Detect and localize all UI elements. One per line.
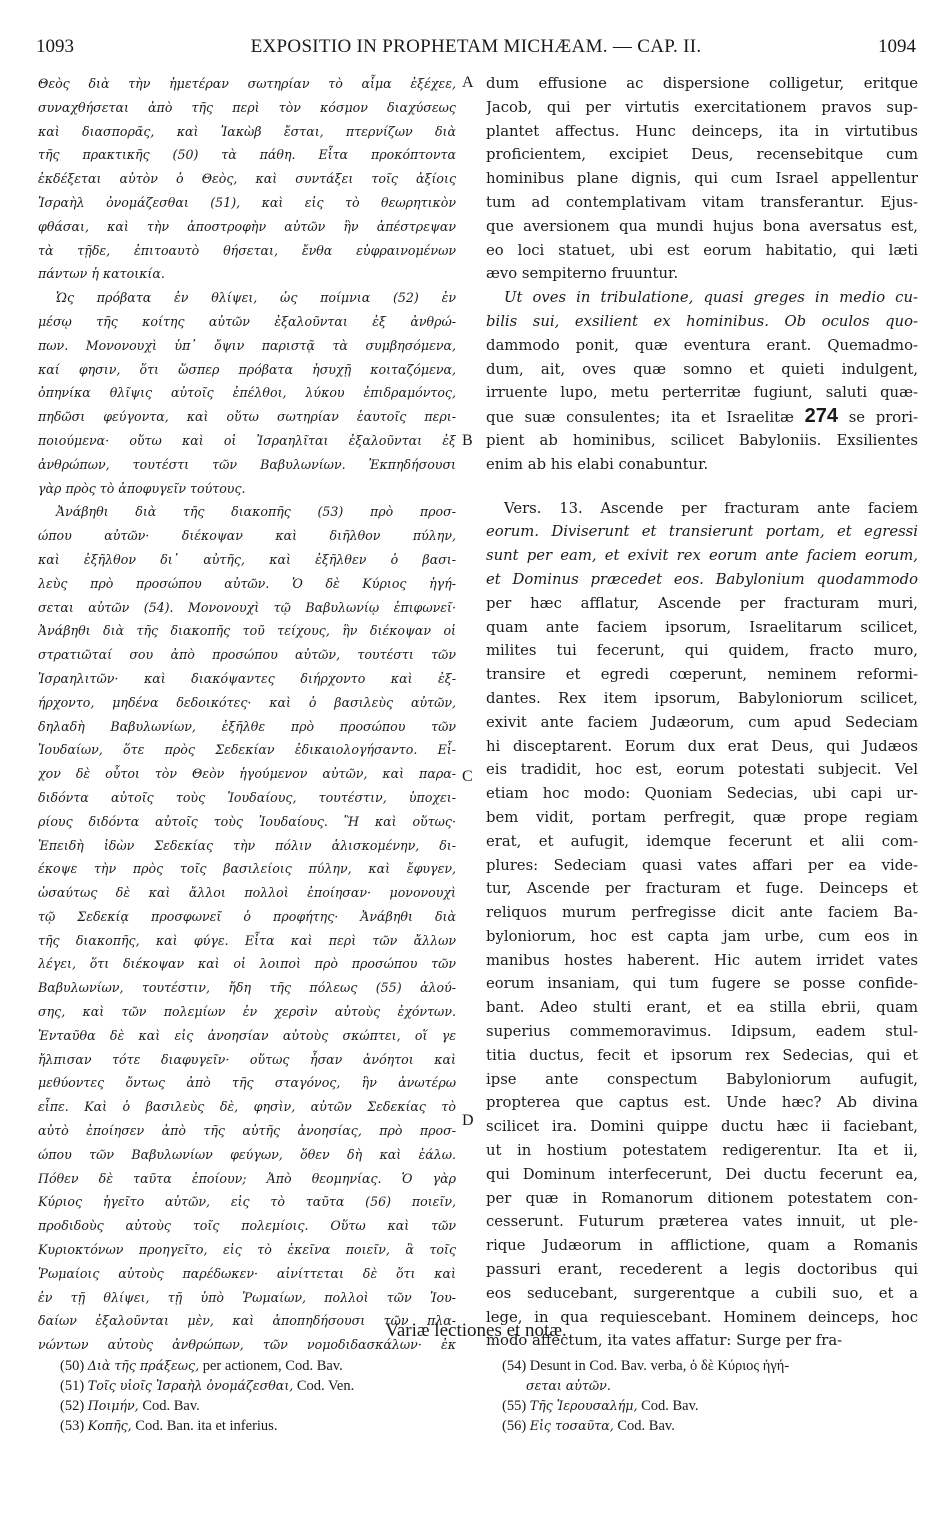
latin-text-line: etiam hoc modo: Quoniam Sedecias, ubi capi ur-	[486, 785, 918, 803]
footnote-item	[502, 1356, 922, 1376]
greek-text-line: ἐκδέξεται αὐτὸν ὁ Θεὸς, καὶ συντάξει τοῖς ἀξίοις	[38, 171, 456, 187]
notes-right-column	[502, 1356, 922, 1436]
latin-text-line: plantet affectus. Hunc deinceps, ita in virtutibus	[486, 122, 918, 140]
footnote-text: Cod. Bav.	[138, 1398, 200, 1414]
latin-text-line: hi disceptarent. Eorum dux erat Deus, qui Judæos	[486, 737, 918, 755]
greek-text-line: Ἰσραηλιτῶν· καὶ διακόψαντες διήρχοντο καὶ ἐξ-	[38, 670, 456, 686]
latin-text-line: bilis sui, exsilient ex hominibus. Ob oculos quo-	[486, 312, 918, 330]
greek-text-line: ώπου τῶν Βαβυλωνίων φεύγων, ὅθεν δὴ καὶ ἑάλω.	[38, 1146, 456, 1162]
footnote-text: Cod. Bav.	[637, 1398, 699, 1414]
footnote-number: (55)	[502, 1398, 530, 1414]
greek-text-line: ποιούμενα· οὕτω καὶ οἱ Ἰσραηλῖται ἐξαλοῦνται ἐξ	[38, 432, 456, 448]
latin-text-line: byloniorum, hoc est capta jam urbe, cum eos in	[486, 927, 918, 945]
latin-text-line: modo affectum, ita vates affatur: Surge per fra-	[486, 1332, 843, 1350]
footnote-item	[60, 1376, 480, 1396]
footnote-item	[60, 1356, 480, 1376]
greek-text-line: σης, καὶ τῶν πολεμίων ἐν χερσὶν αὐτοὺς ἐχόντων.	[38, 1004, 456, 1020]
greek-text-line: καὶ ἐξῆλθον δι᾽ αὐτῆς, καὶ ἐξῆλθεν ὁ βασι-	[38, 551, 456, 567]
notes-title: Variæ lectiones et notæ.	[385, 1320, 567, 1341]
latin-text-line: per hæc afflatur, Ascende per fracturam muri,	[486, 594, 918, 612]
greek-text-line: Ἀνάβηθι διὰ τῆς διακοπῆς (53) πρὸ προσ-	[56, 504, 456, 520]
greek-text-line: συναχθήσεται ἀπὸ τῆς περὶ τὸν κόσμον διαχύσεως	[38, 99, 456, 115]
greek-text-line: Θεὸς διὰ τὴν ἡμετέραν σωτηρίαν τὸ αἷμα ἐξέχεε,	[38, 76, 456, 91]
latin-text-line	[486, 405, 918, 429]
greek-text-line: καί φησιν, ὅτι ὥσπερ πρόβατα ἡσυχῇ κοιταζόμενα,	[38, 361, 456, 377]
page-header	[36, 36, 916, 62]
section-gap	[486, 477, 918, 497]
footnote-number: (50)	[60, 1358, 88, 1374]
page-number-right: 1094	[878, 36, 916, 57]
latin-text-line: rique Judæorum in afflictione, quam a Romanis	[486, 1237, 918, 1255]
latin-text-line: reliquos murum perfregisse dicit ante faciem Ba-	[486, 904, 918, 922]
latin-text-line: irruente lupo, metu perterritæ fugiunt, saluti quæ-	[486, 384, 918, 402]
greek-text-line: σεται αὐτῶν (54). Μονονουχὶ τῷ Βαβυλωνίῳ ἐπιφωνεῖ·	[38, 599, 456, 615]
latin-text-line: dammodo ponit, quæ eventura erant. Quemadmo-	[486, 336, 918, 354]
greek-text-line: ἀνθρώπων, τουτέστι τῶν Βαβυλωνίων. Ἐκπηδήσουσι	[38, 456, 456, 472]
latin-text-line: milites tui fecerunt, qui quidem, fracto muro,	[486, 642, 918, 660]
greek-text-line: ἐν τῇ θλίψει, τῇ ὑπὸ Ῥωμαίων, πολλοὶ τῶν Ἰου-	[38, 1289, 456, 1305]
greek-text-line: Ὡς πρόβατα ἐν θλίψει, ὡς ποίμνια (52) ἐν	[56, 290, 456, 306]
greek-text-line: διδόντα αὐτοῖς τοὺς Ἰουδαίους, τουτέστιν, ὑποχει-	[38, 789, 456, 805]
margin-marker-d: D	[462, 1112, 474, 1129]
greek-text-line: προδιδοὺς αὐτοὺς τοῖς πολεμίοις. Οὕτω καὶ τῶν	[38, 1218, 456, 1234]
latin-text-line: exivit ante faciem Judæorum, cum apud Sedeciam	[486, 713, 918, 731]
latin-text-line: lege, in qua requiescebant. Hominem deinceps, hoc	[486, 1308, 918, 1326]
greek-text-line: Βαβυλωνίων, τουτέστιν, ἤδη τῆς πόλεως (55) ἁλού-	[38, 980, 456, 996]
latin-text-line: quam ante faciem ipsorum, Israelitarum scilicet,	[486, 618, 918, 636]
margin-marker-b: B	[462, 432, 473, 449]
greek-text-line: δηλαδὴ Βαβυλωνίων, ἐξῆλθε πρὸ προσώπου τῶν	[38, 718, 456, 734]
notes-left-column	[60, 1356, 480, 1436]
greek-text-line: χον δὲ οὗτοι τὸν Θεὸν ἡγούμενον αὐτῶν, καὶ παρα-	[38, 766, 456, 782]
latin-text-line: proficientem, excipiet Deus, recensebitque cum	[486, 146, 918, 164]
latin-text-line: pient ab hominibus, scilicet Babyloniis. Exsilientes	[486, 431, 918, 449]
footnote-text: per actionem, Cod. Bav.	[199, 1358, 343, 1374]
latin-text-line: enim ab his elabi conabuntur.	[486, 455, 709, 473]
latin-text-line: eo loci statuet, ubi est eorum habitatio, qui læti	[486, 241, 918, 259]
footnote-item	[60, 1396, 480, 1416]
greek-text-line: Ἰσραὴλ ὀνομάζεσθαι (51), καὶ εἰς τὸ θεωρητικὸν	[38, 194, 456, 210]
latin-text-line: eorum. Diviserunt et transierunt portam, et egressi	[486, 523, 918, 541]
latin-text-line: eis tradidit, hoc est, eorum potestati subjecit. Vel	[486, 761, 918, 779]
latin-text-line: eos seducebant, surgerentque a cubili suo, et a	[486, 1284, 918, 1302]
latin-text-line: scilicet ira. Domini quippe ductu hæc ii faciebant,	[486, 1118, 918, 1136]
greek-text-line: τὰ τῇδε, ἐπιτοαυτὸ θήσεται, ἔνθα εὐφραινομένων	[38, 242, 456, 258]
footnote-greek: Τοῖς υἱοῖς Ἰσραὴλ ὀνομάζεσθαι,	[87, 1378, 294, 1393]
greek-text-line: πων. Μονονουχὶ ὑπ᾽ ὄψιν παριστᾷ τὰ συμβησόμενα,	[38, 337, 456, 353]
greek-text-line: Κύριος ἡγεῖτο αὐτῶν, εἰς τὸ ταῦτα (56) ποιεῖν,	[38, 1194, 456, 1210]
greek-text-line: αὐτὸ ἐποίησεν ἀπὸ τῆς αὐτῆς ἀνοησίας, πρὸ προσ-	[38, 1123, 456, 1139]
greek-text-line: λέγει, ὅτι διέκοψαν καὶ οἱ λοιποὶ πρὸ προσώπου τῶν	[38, 956, 456, 972]
latin-text-line: Vers. 13. Ascende per fracturam ante faciem	[504, 499, 918, 517]
latin-text-line: cesserunt. Futurum præterea vates innuit, ut ple-	[486, 1213, 918, 1231]
footnote-number: (53)	[60, 1418, 88, 1434]
footnote-text: Cod. Ven.	[293, 1378, 355, 1394]
latin-text-fragment: se prori-	[838, 409, 918, 427]
footnote-number: (54)	[502, 1358, 530, 1374]
latin-column	[486, 72, 918, 1353]
latin-text-line: ut in hostium potestatem redigerentur. Ita et ii,	[486, 1142, 918, 1160]
latin-text-line: dum effusione ac dispersione colligetur, eritque	[486, 75, 918, 92]
latin-text-line: dantes. Rex item ipsorum, Babyloniorum scilicet,	[486, 689, 918, 707]
greek-text-line: Ἐνταῦθα δὲ καὶ εἰς ἀνοησίαν αὐτοὺς σκώπτει, οἵ γε	[38, 1027, 456, 1043]
latin-text-line: Ut oves in tribulatione, quasi greges in medio cu-	[504, 289, 918, 307]
latin-text-line: eorum insaniam, qui tum fugere se posse confide-	[486, 975, 918, 993]
footnote-text: Desunt in Cod. Bav. verba, ὁ δὲ Κύριος ἡγή-	[529, 1358, 790, 1374]
latin-text-line: titia ductus, fecit et ipsorum rex Sedecias, qui et	[486, 1046, 918, 1064]
greek-text-line: εἶπε. Καὶ ὁ βασιλεὺς δὲ, φησὶν, αὐτῶν Σεδεκίας τὸ	[38, 1099, 456, 1115]
margin-marker-a: A	[462, 74, 474, 91]
latin-text-line: per quæ in Romanorum ditionem potestatem con-	[486, 1189, 918, 1207]
latin-text-line: tum ad contemplativam vitam transferantur. Ejus-	[486, 193, 918, 211]
latin-text-line: bant. Adeo stulti erant, et ea stilla ebrii, quam	[486, 999, 918, 1017]
greek-text-line: ὡσαύτως δὲ καὶ ἄλλοι πολλοὶ ἐποίησαν· μονονουχὶ	[38, 885, 456, 901]
running-title: EXPOSITIO IN PROPHETAM MICHÆAM. — CAP. II.	[250, 36, 702, 57]
latin-text-line: manibus hostes haberent. Hic autem irridet vates	[486, 951, 918, 969]
greek-text-line: ρίους διδόντα αὐτοῖς τοὺς Ἰουδαίους. Ἢ καὶ οὕτως·	[38, 813, 456, 829]
footnote-number: (56)	[502, 1418, 530, 1434]
greek-text-line: λεὺς πρὸ προσώπου αὐτῶν. Ὁ δὲ Κύριος ἡγή-	[38, 575, 456, 591]
latin-text-line: transire et egredi cœperunt, neminem reformi-	[486, 666, 918, 684]
latin-text-line: que aversionem qua mundi hujus bona aversatus est,	[486, 217, 918, 235]
greek-text-line: ὁπηνίκα θλῖψις αὐτοῖς ἐπέλθοι, λύκου ἐπιδραμόντος,	[38, 385, 456, 401]
footnote-item	[502, 1396, 922, 1416]
greek-text-line: πηδῶσι φεύγοντα, καὶ οὕτω σωτηρίαν ἑαυτοῖς περι-	[38, 409, 456, 425]
latin-text-line: superius commemoravimus. Idipsum, eadem stul-	[486, 1023, 918, 1041]
greek-text-line: καὶ διασπορᾶς, καὶ Ἰακὼβ ἔσται, πτερνίζων διὰ	[38, 123, 456, 139]
greek-text-line: έκοψε τὴν πρὸς τοῖς βασιλείοις πύλην, καὶ ἔφυγεν,	[38, 861, 456, 877]
greek-text-line: μέσῳ τῆς κοίτης αὐτῶν ἐξαλοῦνται ἐξ ἀνθρώ-	[38, 313, 456, 329]
greek-text-line: ήρχοντο, μηδένα δεδοικότες· καὶ ὁ βασιλεὺς αὐτῶν,	[38, 694, 456, 710]
column-number-274: 274	[804, 405, 839, 428]
latin-text-line: erat, et aufugit, idemque fecerunt et alii com-	[486, 832, 918, 850]
latin-text-line: qui Dominum interfecerunt, Dei ductu fecerunt ea,	[486, 1165, 918, 1183]
latin-text-line: hominibus plane dignis, qui cum Israel appellentur	[486, 170, 918, 188]
latin-text-line: plures: Sedeciam quasi vates affari per ea vide-	[486, 856, 918, 874]
greek-column	[38, 72, 456, 1357]
latin-text-line: ævo sempiterno fruuntur.	[486, 265, 679, 283]
latin-text-line: tur, Ascende per fracturam et fuge. Deinceps et	[486, 880, 918, 898]
latin-text-fragment: que suæ consulentes; ita et Israelitæ	[486, 409, 805, 427]
greek-text-line: τῷ Σεδεκίᾳ προσφωνεῖ ὁ προφήτης· Ἀνάβηθι διὰ	[38, 908, 456, 924]
greek-text-line: Ῥωμαίοις αὐτοὺς παρέδωκεν· αἰνίττεται δὲ ὅτι καὶ	[38, 1265, 456, 1281]
greek-text-line: φθάσαι, καὶ τὴν ἀποστροφὴν αὐτῶν ἣν ἀπέστρεψαν	[38, 218, 456, 234]
footnote-greek: Κοπῆς,	[87, 1418, 132, 1433]
footnote-item	[502, 1416, 922, 1436]
greek-text-line: στρατιῶταί σου ἀπὸ προσώπου αὐτῶν, τουτέστι τῶν	[38, 647, 456, 663]
page-number-left: 1093	[36, 36, 74, 57]
margin-marker-c: C	[462, 768, 473, 785]
footnote-item	[502, 1376, 922, 1396]
greek-text-line: Ἐπειδὴ ἰδὼν Σεδεκίας τὴν πόλιν ἁλισκομένην, δι-	[38, 837, 456, 853]
latin-text-line: et Dominus præcedet eos. Babylonium quodammodo	[486, 570, 918, 588]
greek-text-line: δαίων ἐξαλοῦνται μὲν, καὶ ἀποπηδήσουσι τῶν πλα-	[38, 1313, 456, 1329]
footnote-text: Cod. Bav.	[613, 1418, 675, 1434]
footnote-item	[60, 1416, 480, 1436]
greek-text-line: νώντων αὐτοὺς ἀνθρώπων, τῶν νομοδιδασκάλων· ἐκ	[38, 1337, 456, 1353]
greek-text-line: πάντων ἡ κατοικία.	[38, 266, 165, 282]
greek-text-line: γὰρ πρὸς τὸ ἀποφυγεῖν τούτους.	[38, 480, 246, 496]
greek-text-line: τῆς πρακτικῆς (50) τὰ πάθη. Εἶτα προκόπτοντα	[38, 147, 456, 163]
greek-text-line: μεθύοντες ὄντως ἀπὸ τῆς σταγόνος, ἣν ἀνωτέρω	[38, 1075, 456, 1091]
greek-text-line: Κυριοκτόνων προηγεῖτο, εἰς τὸ ἐκεῖνα ποιεῖν, ἃ τοῖς	[38, 1242, 456, 1258]
footnote-greek: Διὰ τῆς πράξεως,	[87, 1358, 200, 1373]
latin-text-line: dum, ait, oves quæ somno et quieti indulgent,	[486, 360, 918, 378]
greek-text-line: Ἰουδαίων, ὅτε πρὸς Σεδεκίαν ἐδικαιολογήσαντο. Εἶ-	[38, 742, 456, 758]
greek-text-line: ώπου αὐτῶν· διέκοψαν καὶ διῆλθον πύλην,	[38, 528, 456, 544]
latin-text-line: ipse ante conspectum Babyloniorum aufugit,	[486, 1070, 918, 1088]
latin-text-line: propterea que captus est. Unde hæc? Ab divina	[486, 1094, 918, 1112]
latin-text-line: Jacob, qui per virtutis exercitationem pravos sup-	[486, 98, 918, 116]
greek-text-line: ἤλπισαν τότε διαφυγεῖν· οὕτως ἦσαν ἀνόητοι καὶ	[38, 1051, 456, 1067]
latin-text-line: sunt per eam, et exivit rex eorum ante faciem eorum,	[486, 547, 918, 565]
footnote-greek: Ποιμήν,	[87, 1398, 139, 1413]
footnote-number: (52)	[60, 1398, 88, 1414]
footnote-greek: Εἰς τοσαῦτα,	[529, 1418, 614, 1433]
greek-text-line: Πόθεν δὲ ταῦτα ἐποίουν; Ἀπὸ θεομηνίας. Ὁ γὰρ	[38, 1170, 456, 1186]
latin-text-line: bem vidit, portam perfregit, quæ prope regiam	[486, 808, 918, 826]
footnote-greek: Τῆς Ἱερουσαλήμ,	[529, 1398, 638, 1413]
greek-text-line: τῆς διακοπῆς, καὶ φύγε. Εἶτα καὶ περὶ τῶν ἄλλων	[38, 932, 456, 948]
footnote-text: Cod. Ban. ita et inferius.	[131, 1418, 278, 1434]
footnote-number: (51)	[60, 1378, 88, 1394]
greek-text-line: Ἀνάβηθι διὰ τῆς διακοπῆς τοῦ τείχους, ἣν διέκοψαν οἱ	[38, 623, 456, 639]
footnote-greek: σεται αὐτῶν.	[526, 1378, 611, 1393]
latin-text-line: passuri erant, recederent a legis doctoribus qui	[486, 1261, 918, 1279]
